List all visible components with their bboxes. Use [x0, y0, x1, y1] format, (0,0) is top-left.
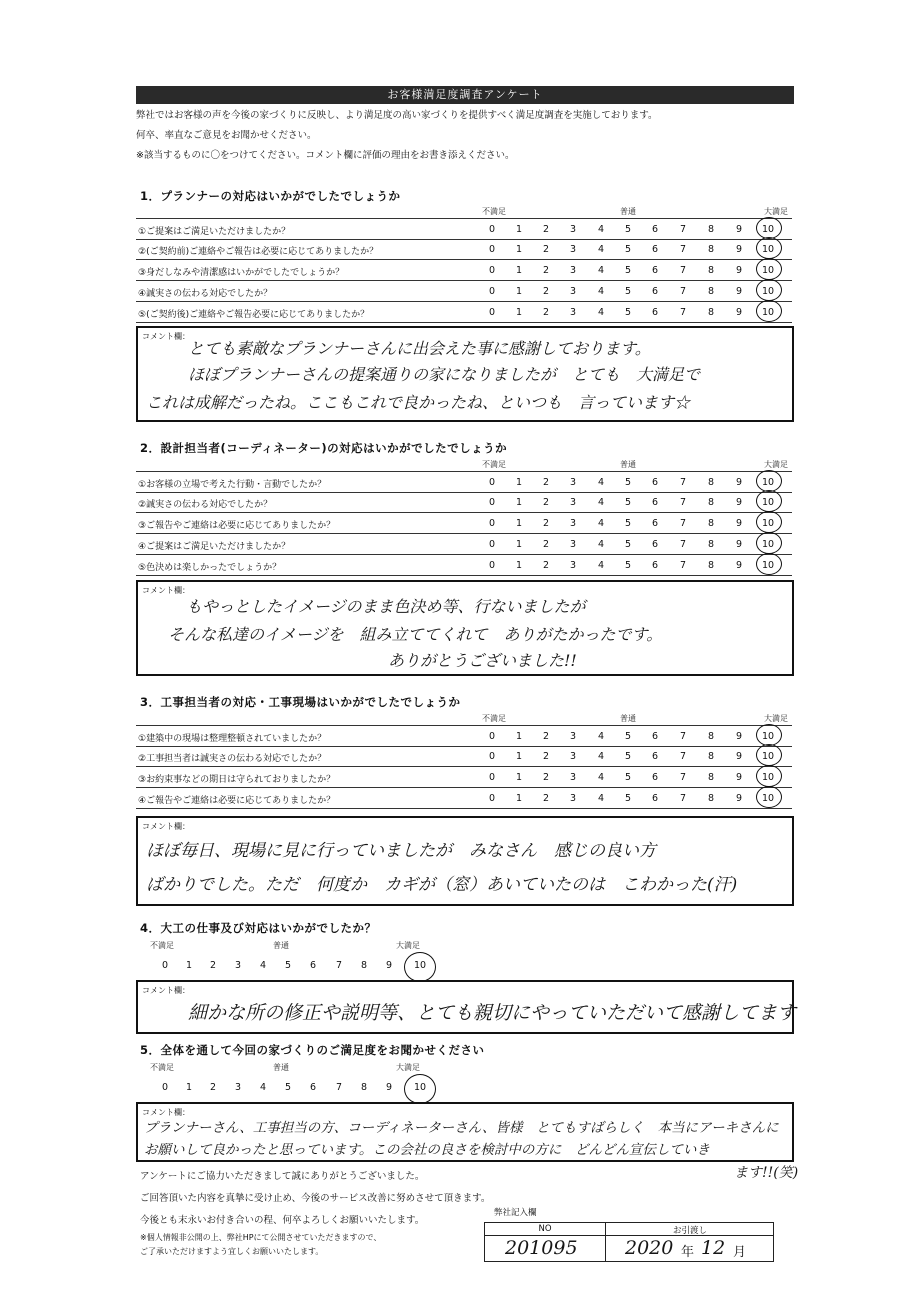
rating-option-3[interactable]: 3: [569, 477, 577, 488]
selected-rating-circle: [756, 470, 782, 492]
question-text: ④ご報告やご連絡は必要に応じてありましたか？: [138, 796, 336, 806]
rating-option-0[interactable]: 0: [488, 265, 496, 276]
rating-option-2[interactable]: 2: [542, 793, 550, 804]
rating-option-2[interactable]: 2: [542, 244, 550, 255]
section-2-question-1: [136, 471, 792, 493]
rating-option-1[interactable]: 1: [515, 518, 523, 529]
rating-option-9[interactable]: 9: [735, 224, 743, 235]
rating-option-8[interactable]: 8: [707, 751, 715, 762]
rating-option-4[interactable]: 4: [597, 286, 605, 297]
section-4-rating-option-8[interactable]: 8: [361, 960, 368, 971]
section-4-selected-rating-circle: [404, 952, 436, 982]
section-4-comment-box[interactable]: [136, 980, 797, 1034]
rating-option-1[interactable]: 1: [515, 731, 523, 742]
question-text: ②工事担当者は誠実さの伝わる対応でしたか？: [138, 754, 327, 764]
rating-option-6[interactable]: 6: [651, 265, 659, 276]
section-2-comment-box[interactable]: [136, 580, 794, 676]
rating-option-7[interactable]: 7: [679, 751, 687, 762]
section-5-rating-option-1[interactable]: 1: [186, 1082, 193, 1093]
question-text: ④誠実さの伝わる対応でしたか？: [138, 289, 273, 299]
footer-note-2: ご了承いただけますよう宜しくお願いいたします。: [140, 1247, 324, 1256]
section-4-rating-option-9[interactable]: 9: [386, 960, 393, 971]
rating-option-5[interactable]: 5: [624, 265, 632, 276]
rating-option-5[interactable]: 5: [624, 793, 632, 804]
rating-option-7[interactable]: 7: [679, 539, 687, 550]
rating-option-2[interactable]: 2: [542, 224, 550, 235]
rating-option-9[interactable]: 9: [735, 751, 743, 762]
section-2-comment-line-2: そんな私達のイメージを 組み立ててくれて ありがたかったです。: [168, 625, 663, 644]
scale-low-label-5: 不満足: [150, 1063, 174, 1072]
rating-option-8[interactable]: 8: [707, 539, 715, 550]
selected-rating-circle: [756, 724, 782, 746]
section-3-question-3: [136, 767, 792, 788]
rating-option-6[interactable]: 6: [651, 731, 659, 742]
rating-option-5[interactable]: 5: [624, 497, 632, 508]
rating-option-6[interactable]: 6: [651, 560, 659, 571]
question-text: ⑤色決めは楽しかったでしょうか？: [138, 563, 282, 573]
rating-option-10[interactable]: 10: [761, 265, 775, 276]
rating-option-4[interactable]: 4: [597, 539, 605, 550]
rating-option-0[interactable]: 0: [488, 751, 496, 762]
rating-option-7[interactable]: 7: [679, 497, 687, 508]
rating-option-1[interactable]: 1: [515, 497, 523, 508]
rating-option-10[interactable]: 10: [761, 560, 775, 571]
rating-option-3[interactable]: 3: [569, 265, 577, 276]
rating-option-5[interactable]: 5: [624, 477, 632, 488]
rating-option-10[interactable]: 10: [761, 224, 775, 235]
rating-option-0[interactable]: 0: [488, 772, 496, 783]
rating-option-2[interactable]: 2: [542, 560, 550, 571]
rating-option-7[interactable]: 7: [679, 518, 687, 529]
section-2-scale-mid-label: 普通: [620, 460, 636, 469]
rating-option-6[interactable]: 6: [651, 518, 659, 529]
section-5-rating-option-4[interactable]: 4: [260, 1082, 267, 1093]
section-1-scale-high-label: 大満足: [764, 207, 788, 216]
rating-option-8[interactable]: 8: [707, 307, 715, 318]
section-2-question-3: [136, 513, 792, 534]
rating-option-4[interactable]: 4: [597, 772, 605, 783]
selected-rating-circle: [756, 217, 782, 239]
section-2-scale-high-label: 大満足: [764, 460, 788, 469]
rating-option-3[interactable]: 3: [569, 539, 577, 550]
scale-mid-label-5: 普通: [273, 1063, 289, 1072]
selected-rating-circle: [756, 490, 782, 512]
rating-option-8[interactable]: 8: [707, 265, 715, 276]
scale-mid-label: 普通: [273, 941, 289, 950]
office-box-label: 弊社記入欄: [494, 1208, 537, 1218]
section-5-rating-option-7[interactable]: 7: [336, 1082, 343, 1093]
question-text: ②(ご契約前)ご連絡やご報告は必要に応じてありましたか？: [138, 247, 379, 257]
section-5-rating-option-3[interactable]: 3: [235, 1082, 242, 1093]
rating-option-5[interactable]: 5: [624, 224, 632, 235]
rating-option-6[interactable]: 6: [651, 772, 659, 783]
selected-rating-circle: [756, 744, 782, 766]
section-2-question-2: [136, 492, 792, 513]
section-5-heading: 5．全体を通して今回の家づくりのご満足度をお聞かせください: [140, 1043, 485, 1057]
rating-option-2[interactable]: 2: [542, 477, 550, 488]
question-text: ①お客様の立場で考えた行動・言動でしたか？: [138, 480, 327, 490]
rating-option-0[interactable]: 0: [488, 307, 496, 318]
rating-option-9[interactable]: 9: [735, 477, 743, 488]
section-1-question-4: [136, 281, 792, 302]
scale-high-label-5: 大満足: [396, 1063, 420, 1072]
section-3-scale-mid-label: 普通: [620, 714, 636, 723]
rating-option-2[interactable]: 2: [542, 307, 550, 318]
section-5-comment-line-2: お願いして良かったと思っています。この会社の良さを検討中の方に どんどん宣伝していき: [144, 1142, 710, 1158]
office-date-year[interactable]: 2020: [625, 1237, 674, 1259]
section-3-question-2: [136, 746, 792, 767]
section-4-rating-option-5[interactable]: 5: [285, 960, 292, 971]
rating-option-10[interactable]: 10: [761, 793, 775, 804]
section-1-comment-line-2: ほぼプランナーさんの提案通りの家になりましたが とても 大満足で: [188, 365, 701, 384]
section-4-rating-option-3[interactable]: 3: [235, 960, 242, 971]
section-3-question-1: [136, 725, 792, 747]
rating-option-7[interactable]: 7: [679, 286, 687, 297]
rating-option-10[interactable]: 10: [761, 518, 775, 529]
section-4-rating-option-2[interactable]: 2: [210, 960, 217, 971]
question-text: ③身だしなみや清潔感はいかがでしたでしょうか？: [138, 268, 345, 278]
rating-option-0[interactable]: 0: [488, 518, 496, 529]
rating-option-1[interactable]: 1: [515, 307, 523, 318]
question-text: ⑤(ご契約後)ご連絡やご報告必要に応じてありましたか？: [138, 310, 370, 320]
section-4-rating-option-1[interactable]: 1: [186, 960, 193, 971]
rating-option-1[interactable]: 1: [515, 539, 523, 550]
rating-option-4[interactable]: 4: [597, 307, 605, 318]
comment-label-5: コメント欄：: [142, 1108, 190, 1117]
footer-improve: ご回答頂いた内容を真摯に受け止め、今後のサービス改善に努めさせて頂きます。: [140, 1193, 491, 1204]
rating-option-10[interactable]: 10: [761, 286, 775, 297]
rating-option-4[interactable]: 4: [597, 265, 605, 276]
selected-rating-circle: [756, 300, 782, 322]
footer-note-1: ※個人情報非公開の上、弊社HPにて公開させていただきますので、: [140, 1233, 382, 1242]
section-5-rating-option-2[interactable]: 2: [210, 1082, 217, 1093]
footer-regards: 今後とも末永いお付き合いの程、何卒よろしくお願いいたします。: [140, 1215, 425, 1226]
rating-option-6[interactable]: 6: [651, 224, 659, 235]
office-no-value[interactable]: 201095: [505, 1237, 578, 1259]
rating-option-0[interactable]: 0: [488, 477, 496, 488]
rating-option-8[interactable]: 8: [707, 772, 715, 783]
section-5-comment-line-3: ます!!(笑): [734, 1165, 799, 1181]
rating-option-6[interactable]: 6: [651, 477, 659, 488]
section-5-rating-option-10[interactable]: 10: [414, 1082, 427, 1093]
rating-option-9[interactable]: 9: [735, 793, 743, 804]
rating-option-0[interactable]: 0: [488, 731, 496, 742]
section-2-comment-line-1: もやっとしたイメージのまま色決め等、行ないましたが: [186, 597, 586, 616]
rating-option-8[interactable]: 8: [707, 518, 715, 529]
rating-option-5[interactable]: 5: [624, 560, 632, 571]
office-no-header: NO: [538, 1224, 552, 1234]
comment-label: コメント欄：: [142, 332, 190, 341]
rating-option-0[interactable]: 0: [488, 244, 496, 255]
section-2-question-4: [136, 534, 792, 555]
question-text: ④ご提案はご満足いただけましたか？: [138, 542, 291, 552]
rating-option-4[interactable]: 4: [597, 751, 605, 762]
rating-option-7[interactable]: 7: [679, 772, 687, 783]
rating-option-9[interactable]: 9: [735, 497, 743, 508]
rating-option-6[interactable]: 6: [651, 793, 659, 804]
rating-option-2[interactable]: 2: [542, 286, 550, 297]
rating-option-5[interactable]: 5: [624, 307, 632, 318]
rating-option-0[interactable]: 0: [488, 286, 496, 297]
rating-option-0[interactable]: 0: [488, 497, 496, 508]
rating-option-1[interactable]: 1: [515, 793, 523, 804]
rating-option-8[interactable]: 8: [707, 244, 715, 255]
rating-option-1[interactable]: 1: [515, 286, 523, 297]
rating-option-3[interactable]: 3: [569, 286, 577, 297]
section-3-comment-line-1: ほぼ毎日、現場に見に行っていましたが みなさん 感じの良い方: [146, 841, 656, 861]
rating-option-1[interactable]: 1: [515, 751, 523, 762]
question-text: ③ご報告やご連絡は必要に応じてありましたか？: [138, 521, 336, 531]
question-text: ③お約束事などの期日は守られておりましたか？: [138, 775, 336, 785]
question-text: ①ご提案はご満足いただけましたか？: [138, 227, 291, 237]
rating-option-10[interactable]: 10: [761, 477, 775, 488]
rating-option-5[interactable]: 5: [624, 286, 632, 297]
section-3-scale-low-label: 不満足: [482, 714, 506, 723]
section-1-question-3: [136, 260, 792, 281]
rating-option-4[interactable]: 4: [597, 224, 605, 235]
section-1-question-2: [136, 239, 792, 260]
rating-option-7[interactable]: 7: [679, 244, 687, 255]
rating-option-3[interactable]: 3: [569, 518, 577, 529]
rating-option-9[interactable]: 9: [735, 307, 743, 318]
rating-option-2[interactable]: 2: [542, 772, 550, 783]
rating-option-6[interactable]: 6: [651, 497, 659, 508]
section-1-comment-line-3: これは成解だったね。ここもこれで良かったね、といつも 言っています☆: [146, 393, 691, 412]
section-5-rating-option-8[interactable]: 8: [361, 1082, 368, 1093]
rating-option-9[interactable]: 9: [735, 518, 743, 529]
rating-option-4[interactable]: 4: [597, 518, 605, 529]
rating-option-10[interactable]: 10: [761, 307, 775, 318]
rating-option-1[interactable]: 1: [515, 772, 523, 783]
section-2-heading: 2．設計担当者(コーディネーター)の対応はいかがでしたでしょうか: [140, 441, 508, 455]
section-4-rating-option-10[interactable]: 10: [414, 960, 427, 971]
rating-option-4[interactable]: 4: [597, 793, 605, 804]
rating-option-10[interactable]: 10: [761, 731, 775, 742]
rating-option-0[interactable]: 0: [488, 224, 496, 235]
question-text: ①建築中の現場は整理整頓されていましたか？: [138, 734, 327, 744]
rating-option-4[interactable]: 4: [597, 731, 605, 742]
rating-option-1[interactable]: 1: [515, 477, 523, 488]
rating-option-2[interactable]: 2: [542, 265, 550, 276]
section-5-rating-option-5[interactable]: 5: [285, 1082, 292, 1093]
rating-option-3[interactable]: 3: [569, 772, 577, 783]
office-date-header: お引渡し: [672, 1226, 707, 1236]
section-3-question-4: [136, 788, 792, 809]
section-4-comment-line-1: 細かな所の修正や説明等、とても親切にやっていただいて感謝してます: [188, 1002, 797, 1024]
rating-option-5[interactable]: 5: [624, 772, 632, 783]
section-1-scale-low-label: 不満足: [482, 207, 506, 216]
section-1-scale-mid-label: 普通: [620, 207, 636, 216]
section-4-heading: 4．大工の仕事及び対応はいかがでしたか？: [140, 921, 377, 935]
rating-option-8[interactable]: 8: [707, 477, 715, 488]
rating-option-7[interactable]: 7: [679, 307, 687, 318]
section-2-question-5: [136, 555, 792, 576]
section-2-scale-low-label: 不満足: [482, 460, 506, 469]
section-4-rating-option-0[interactable]: 0: [162, 960, 169, 971]
section-4-rating-option-7[interactable]: 7: [336, 960, 343, 971]
survey-title: お客様満足度調査アンケート: [136, 86, 794, 104]
rating-option-3[interactable]: 3: [569, 751, 577, 762]
section-3-scale-high-label: 大満足: [764, 714, 788, 723]
rating-option-7[interactable]: 7: [679, 224, 687, 235]
rating-option-5[interactable]: 5: [624, 539, 632, 550]
section-2-comment-line-3: ありがとうございました!!: [388, 651, 577, 670]
rating-option-2[interactable]: 2: [542, 497, 550, 508]
section-1-comment-box[interactable]: [136, 326, 794, 422]
rating-option-10[interactable]: 10: [761, 497, 775, 508]
rating-option-10[interactable]: 10: [761, 539, 775, 550]
rating-option-10[interactable]: 10: [761, 751, 775, 762]
rating-option-10[interactable]: 10: [761, 772, 775, 783]
rating-option-0[interactable]: 0: [488, 539, 496, 550]
rating-option-4[interactable]: 4: [597, 244, 605, 255]
rating-option-2[interactable]: 2: [542, 539, 550, 550]
rating-option-3[interactable]: 3: [569, 497, 577, 508]
section-1-question-1: [136, 218, 792, 240]
rating-option-6[interactable]: 6: [651, 286, 659, 297]
selected-rating-circle: [756, 258, 782, 280]
rating-option-9[interactable]: 9: [735, 539, 743, 550]
rating-option-8[interactable]: 8: [707, 497, 715, 508]
rating-option-7[interactable]: 7: [679, 731, 687, 742]
intro-text-3: ※該当するものに〇をつけてください。コメント欄に評価の理由をお書き添えください。: [136, 150, 515, 161]
selected-rating-circle: [756, 279, 782, 301]
rating-option-9[interactable]: 9: [735, 560, 743, 571]
rating-option-6[interactable]: 6: [651, 539, 659, 550]
office-date-month[interactable]: 12: [701, 1237, 726, 1259]
section-5-rating-option-0[interactable]: 0: [162, 1082, 169, 1093]
rating-option-5[interactable]: 5: [624, 731, 632, 742]
selected-rating-circle: [756, 553, 782, 575]
rating-option-8[interactable]: 8: [707, 560, 715, 571]
rating-option-8[interactable]: 8: [707, 224, 715, 235]
rating-option-3[interactable]: 3: [569, 224, 577, 235]
rating-option-10[interactable]: 10: [761, 244, 775, 255]
selected-rating-circle: [756, 765, 782, 787]
rating-option-9[interactable]: 9: [735, 286, 743, 297]
rating-option-7[interactable]: 7: [679, 477, 687, 488]
rating-option-5[interactable]: 5: [624, 518, 632, 529]
intro-text-1: 弊社ではお客様の声を今後の家づくりに反映し、より満足度の高い家づくりを提供すべく満足度調査を実施しております。: [136, 110, 658, 121]
rating-option-5[interactable]: 5: [624, 751, 632, 762]
rating-option-6[interactable]: 6: [651, 307, 659, 318]
rating-option-1[interactable]: 1: [515, 560, 523, 571]
rating-option-4[interactable]: 4: [597, 497, 605, 508]
rating-option-1[interactable]: 1: [515, 244, 523, 255]
section-4-rating-option-6[interactable]: 6: [310, 960, 317, 971]
office-box: [484, 1222, 774, 1262]
office-date-year-unit: 年: [681, 1245, 695, 1260]
rating-option-4[interactable]: 4: [597, 560, 605, 571]
rating-option-3[interactable]: 3: [569, 793, 577, 804]
rating-option-2[interactable]: 2: [542, 751, 550, 762]
rating-option-0[interactable]: 0: [488, 560, 496, 571]
comment-label: コメント欄：: [142, 986, 190, 995]
rating-option-8[interactable]: 8: [707, 286, 715, 297]
section-5-comment-box[interactable]: [136, 1102, 794, 1162]
section-5-comment-line-1: プランナーさん、工事担当の方、コーディネーターさん、皆様 とてもすばらしく 本当にアーキさんに: [144, 1120, 779, 1136]
rating-option-8[interactable]: 8: [707, 793, 715, 804]
rating-option-9[interactable]: 9: [735, 265, 743, 276]
selected-rating-circle: [756, 511, 782, 533]
intro-text-2: 何卒、率直なご意見をお聞かせください。: [136, 130, 317, 141]
rating-option-3[interactable]: 3: [569, 244, 577, 255]
rating-option-7[interactable]: 7: [679, 265, 687, 276]
rating-option-5[interactable]: 5: [624, 244, 632, 255]
section-3-heading: 3．工事担当者の対応・工事現場はいかがでしたでしょうか: [140, 695, 461, 709]
rating-option-7[interactable]: 7: [679, 560, 687, 571]
scale-high-label: 大満足: [396, 941, 420, 950]
rating-option-0[interactable]: 0: [488, 793, 496, 804]
section-1-heading: 1．プランナーの対応はいかがでしたでしょうか: [140, 189, 401, 203]
question-text: ②誠実さの伝わる対応でしたか？: [138, 500, 273, 510]
rating-option-9[interactable]: 9: [735, 772, 743, 783]
office-date-month-unit: 月: [733, 1245, 747, 1260]
rating-option-1[interactable]: 1: [515, 265, 523, 276]
rating-option-3[interactable]: 3: [569, 307, 577, 318]
rating-option-9[interactable]: 9: [735, 244, 743, 255]
footer-thanks: アンケートにご協力いただきまして誠にありがとうございました。: [140, 1171, 425, 1182]
rating-option-9[interactable]: 9: [735, 731, 743, 742]
section-5-rating-option-6[interactable]: 6: [310, 1082, 317, 1093]
rating-option-2[interactable]: 2: [542, 731, 550, 742]
rating-option-1[interactable]: 1: [515, 224, 523, 235]
section-3-comment-line-2: ばかりでした。ただ 何度か カギが（窓）あいていたのは こわかった(汗): [146, 875, 738, 895]
selected-rating-circle: [756, 532, 782, 554]
rating-option-6[interactable]: 6: [651, 244, 659, 255]
rating-option-8[interactable]: 8: [707, 731, 715, 742]
section-3-comment-box[interactable]: [136, 816, 794, 906]
selected-rating-circle: [756, 786, 782, 808]
section-5-selected-rating-circle: [404, 1074, 436, 1104]
rating-option-3[interactable]: 3: [569, 731, 577, 742]
section-4-rating-option-4[interactable]: 4: [260, 960, 267, 971]
comment-label: コメント欄：: [142, 586, 190, 595]
section-1-question-5: [136, 302, 792, 323]
rating-option-4[interactable]: 4: [597, 477, 605, 488]
rating-option-6[interactable]: 6: [651, 751, 659, 762]
section-1-comment-line-1: とても素敵なプランナーさんに出会えた事に感謝しております。: [188, 339, 651, 358]
rating-option-7[interactable]: 7: [679, 793, 687, 804]
section-5-rating-option-9[interactable]: 9: [386, 1082, 393, 1093]
comment-label: コメント欄：: [142, 822, 190, 831]
rating-option-2[interactable]: 2: [542, 518, 550, 529]
scale-low-label: 不満足: [150, 941, 174, 950]
rating-option-3[interactable]: 3: [569, 560, 577, 571]
selected-rating-circle: [756, 237, 782, 259]
